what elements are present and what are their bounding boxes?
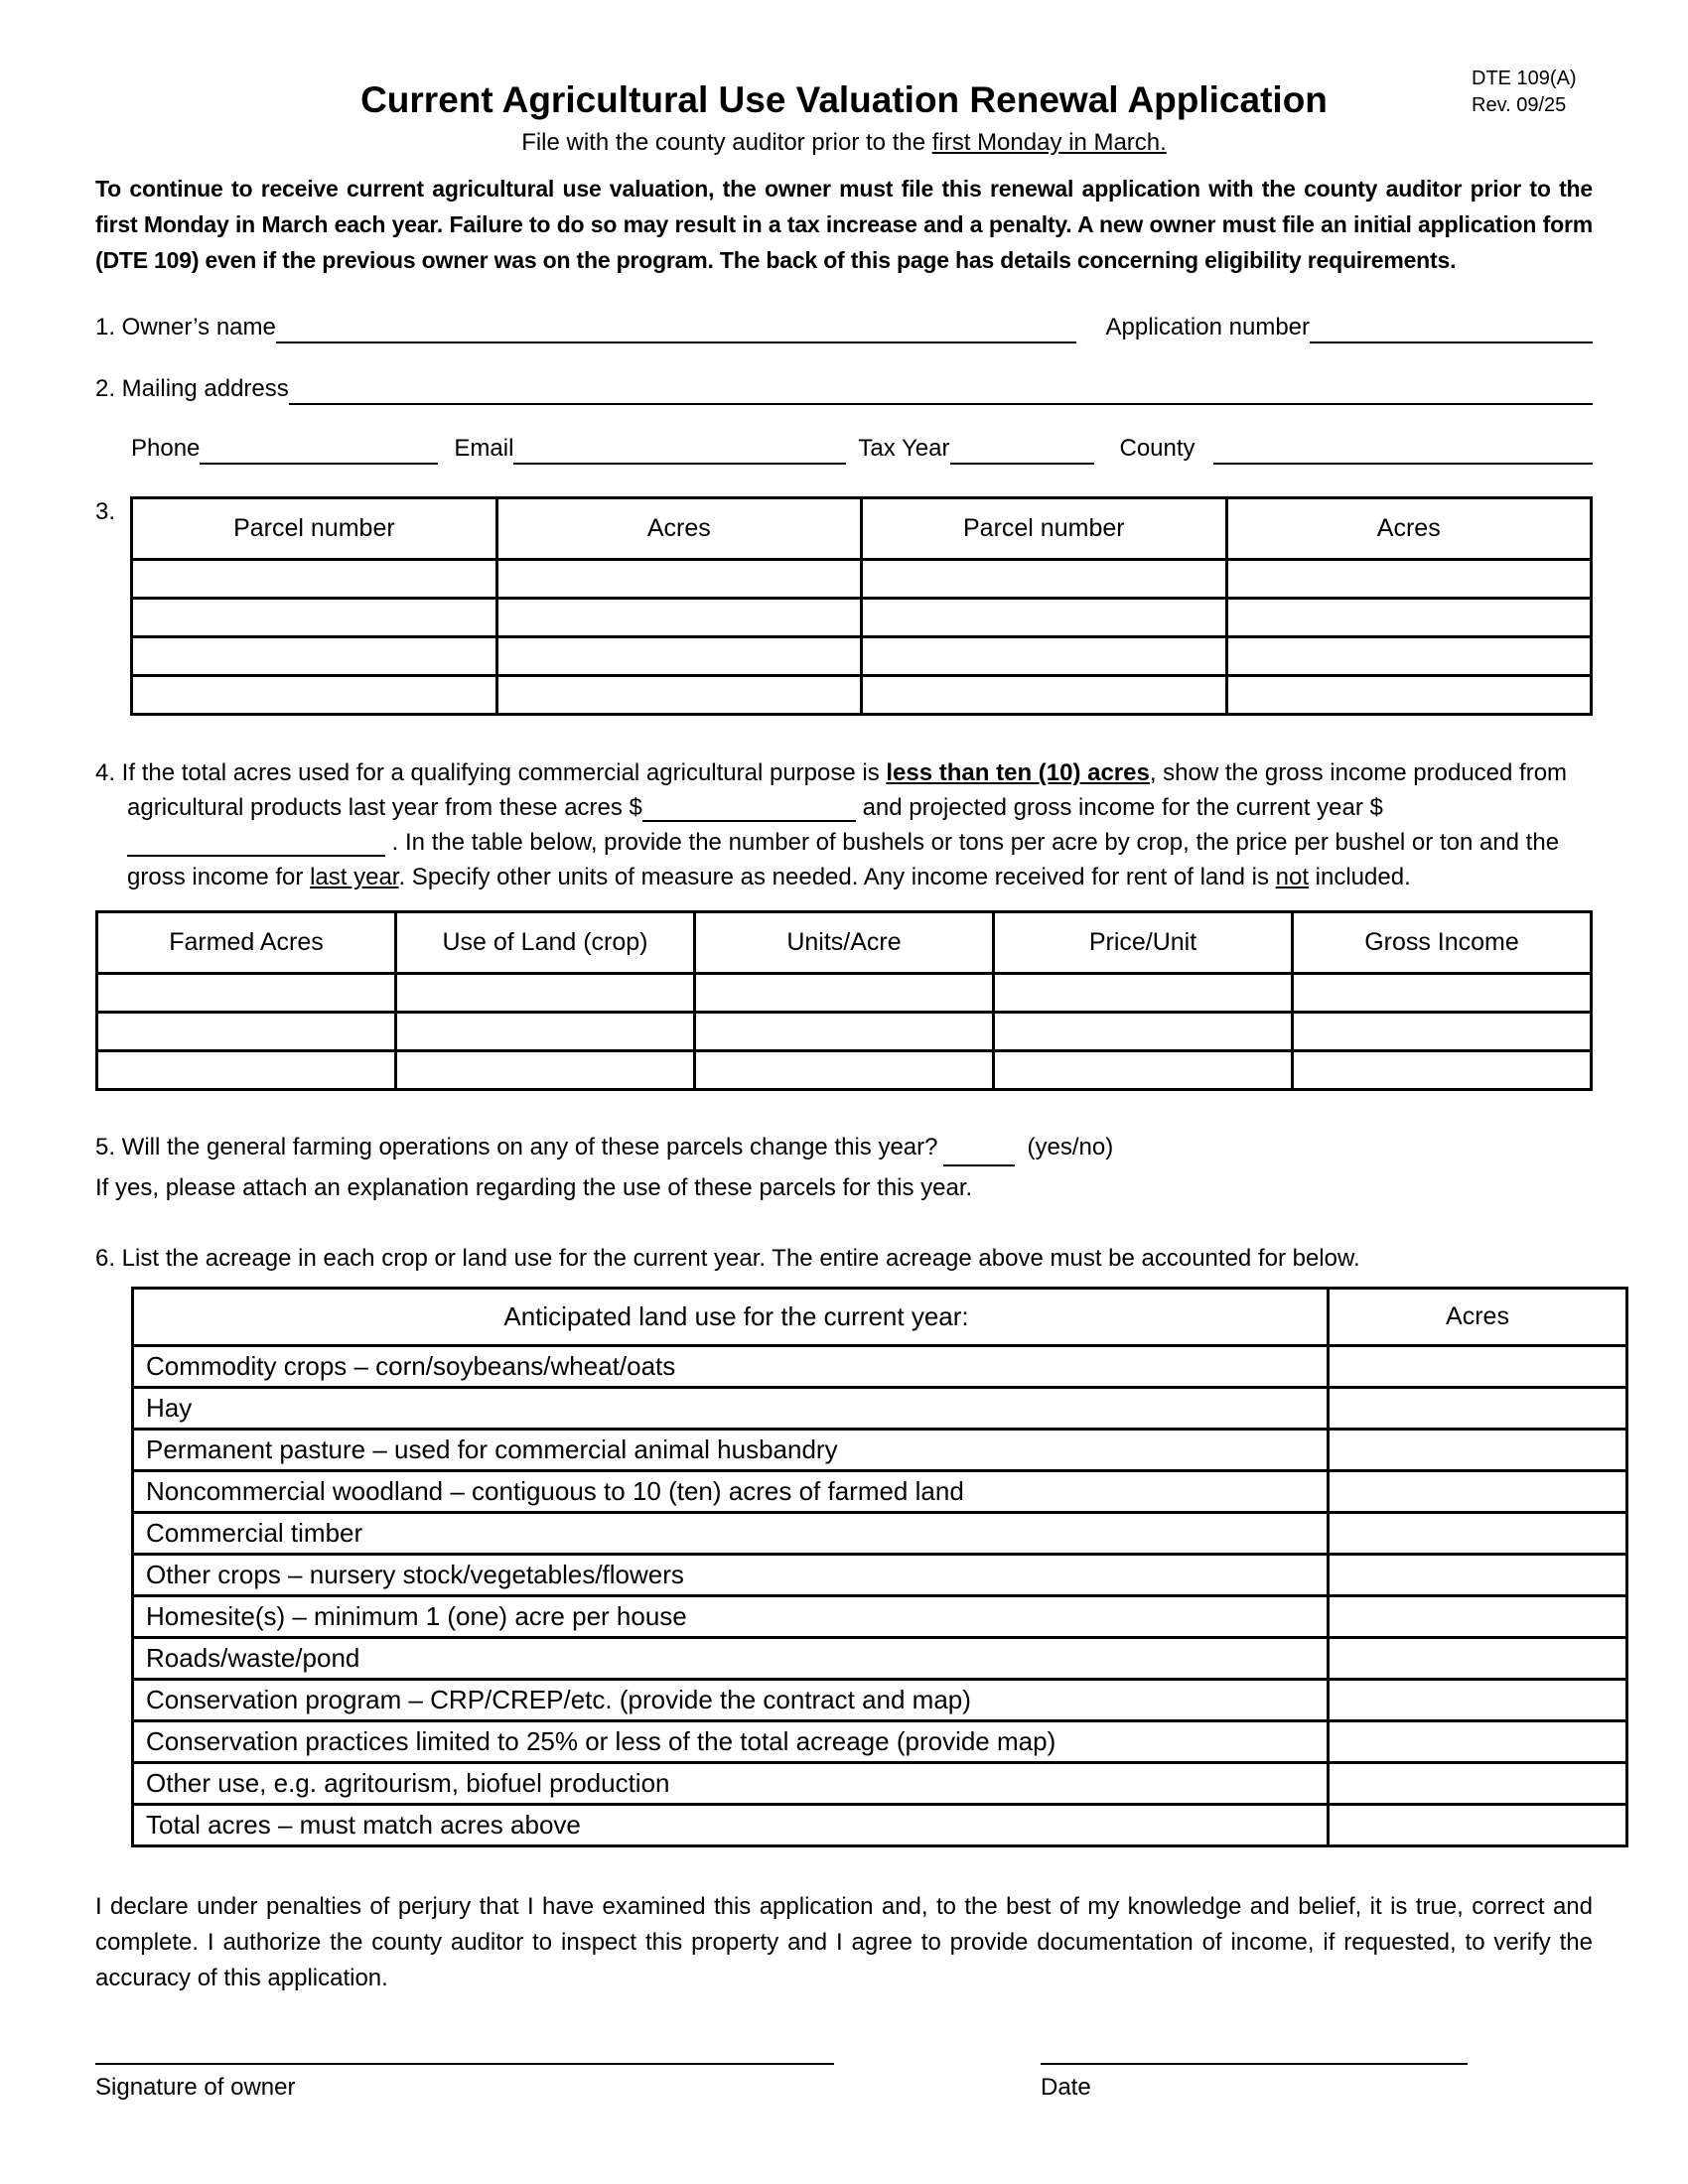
land-use-label: Total acres – must match acres above bbox=[133, 1805, 1329, 1846]
form-number-block bbox=[1472, 66, 1577, 119]
item4-paragraph bbox=[95, 755, 1593, 894]
acres-input-cell[interactable] bbox=[1329, 1763, 1627, 1805]
use-of-land-cell[interactable] bbox=[396, 1051, 695, 1090]
farmed-acres-cell[interactable] bbox=[97, 974, 396, 1013]
parcel-number-cell[interactable] bbox=[862, 560, 1226, 599]
acres-input-cell[interactable] bbox=[1329, 1555, 1627, 1596]
acres-input-cell[interactable] bbox=[1329, 1596, 1627, 1638]
parcel-table bbox=[130, 496, 1593, 716]
land-use-label: Permanent pasture – used for commercial animal husbandry bbox=[133, 1430, 1329, 1471]
land-use-row bbox=[133, 1596, 1627, 1638]
land-use-row bbox=[133, 1721, 1627, 1763]
projected-gross-income-input[interactable] bbox=[127, 831, 385, 857]
tax-year-input[interactable] bbox=[950, 435, 1094, 465]
acres-input-cell[interactable] bbox=[1329, 1805, 1627, 1846]
price-per-unit-cell[interactable] bbox=[994, 974, 1293, 1013]
land-use-row bbox=[133, 1763, 1627, 1805]
item5-section bbox=[95, 1131, 1593, 1205]
county-label: County bbox=[1119, 435, 1196, 462]
land-use-label: Hay bbox=[133, 1388, 1329, 1430]
application-number-label: Application number bbox=[1105, 314, 1310, 341]
acres-cell[interactable] bbox=[1226, 676, 1591, 715]
acres-cell[interactable] bbox=[496, 560, 861, 599]
subtitle-text: File with the county auditor prior to the bbox=[521, 129, 932, 156]
date-label: Date bbox=[1041, 2074, 1091, 2101]
parcel-number-cell[interactable] bbox=[862, 599, 1226, 637]
acres-input-cell[interactable] bbox=[1329, 1430, 1627, 1471]
land-use-label: Conservation practices limited to 25% or less of the total acreage (provide map) bbox=[133, 1721, 1329, 1763]
mailing-address-label: 2. Mailing address bbox=[95, 375, 289, 402]
phone-input[interactable] bbox=[200, 435, 438, 465]
form-title: Current Agricultural Use Valuation Renewal Application bbox=[360, 79, 1328, 120]
item4-text-seg7: . Specify other units of measure as needed. Any income received for rent of land is bbox=[398, 864, 1276, 890]
acres-input-cell[interactable] bbox=[1329, 1680, 1627, 1721]
land-use-row bbox=[133, 1388, 1627, 1430]
parcel-row bbox=[132, 560, 1592, 599]
land-use-label: Other use, e.g. agritourism, biofuel production bbox=[133, 1763, 1329, 1805]
land-use-row bbox=[133, 1430, 1627, 1471]
gross-income-last-year-input[interactable] bbox=[642, 796, 856, 822]
price-per-unit-cell[interactable] bbox=[994, 1013, 1293, 1051]
signature-input[interactable] bbox=[95, 2062, 834, 2065]
land-use-row bbox=[133, 1555, 1627, 1596]
parcel-row bbox=[132, 637, 1592, 676]
signature-label: Signature of owner bbox=[95, 2074, 296, 2101]
land-use-row bbox=[133, 1513, 1627, 1555]
gross-income-header: Gross Income bbox=[1293, 912, 1592, 974]
acres-header: Acres bbox=[496, 498, 861, 560]
land-use-label: Homesite(s) – minimum 1 (one) acre per house bbox=[133, 1596, 1329, 1638]
change-yes-no-input[interactable] bbox=[943, 1131, 1015, 1166]
crop-row bbox=[97, 974, 1592, 1013]
acres-cell[interactable] bbox=[1226, 560, 1591, 599]
form-subtitle bbox=[95, 129, 1593, 157]
owner-name-input[interactable] bbox=[276, 314, 1076, 343]
item6-intro-text: 6. List the acreage in each crop or land use for the current year. The entire acreage above must be accounted for below. bbox=[95, 1245, 1360, 1272]
acres-input-cell[interactable] bbox=[1329, 1471, 1627, 1513]
phone-label: Phone bbox=[131, 435, 201, 462]
use-of-land-header: Use of Land (crop) bbox=[396, 912, 695, 974]
parcel-row bbox=[132, 676, 1592, 715]
crop-row bbox=[97, 1013, 1592, 1051]
land-use-label: Commercial timber bbox=[133, 1513, 1329, 1555]
acres-input-cell[interactable] bbox=[1329, 1388, 1627, 1430]
use-of-land-cell[interactable] bbox=[396, 1013, 695, 1051]
land-use-row bbox=[133, 1346, 1627, 1388]
item4-less-than-ten-acres-text: less than ten (10) acres bbox=[886, 759, 1150, 786]
units-per-acre-cell[interactable] bbox=[695, 974, 994, 1013]
use-of-land-cell[interactable] bbox=[396, 974, 695, 1013]
crop-table-header-row bbox=[97, 912, 1592, 974]
farmed-acres-cell[interactable] bbox=[97, 1013, 396, 1051]
price-per-unit-cell[interactable] bbox=[994, 1051, 1293, 1090]
application-number-input[interactable] bbox=[1310, 314, 1593, 343]
price-per-unit-header: Price/Unit bbox=[994, 912, 1293, 974]
item4-last-year-text: last year bbox=[310, 864, 399, 890]
crop-row bbox=[97, 1051, 1592, 1090]
county-input[interactable] bbox=[1213, 435, 1593, 465]
gross-income-cell[interactable] bbox=[1293, 1051, 1592, 1090]
date-block bbox=[1041, 2062, 1468, 2102]
form-number: DTE 109(A) bbox=[1472, 68, 1577, 89]
parcel-number-cell[interactable] bbox=[132, 599, 496, 637]
item5-question-text: 5. Will the general farming operations on any of these parcels change this year? bbox=[95, 1134, 938, 1160]
land-use-row bbox=[133, 1471, 1627, 1513]
land-use-label: Other crops – nursery stock/vegetables/flowers bbox=[133, 1555, 1329, 1596]
land-use-row bbox=[133, 1680, 1627, 1721]
land-use-label: Roads/waste/pond bbox=[133, 1638, 1329, 1680]
form-revision: Rev. 09/25 bbox=[1472, 94, 1567, 116]
land-use-row bbox=[133, 1638, 1627, 1680]
gross-income-cell[interactable] bbox=[1293, 974, 1592, 1013]
item4-text-seg1: 4. If the total acres used for a qualifying commercial agricultural purpose is bbox=[95, 759, 887, 786]
land-use-label: Noncommercial woodland – contiguous to 10 (ten) acres of farmed land bbox=[133, 1471, 1329, 1513]
intro-paragraph: To continue to receive current agricultural use valuation, the owner must file this renewal application with the county auditor prior to the first Monday in March each year. Failure to do so may result in a tax increase and a penalty. A new owner must file an initial application form (DTE 109) even if the previous owner was on the program. The back of this page has details concerning eligibility requirements. bbox=[95, 176, 1593, 273]
parcel-table-header-row bbox=[132, 498, 1592, 560]
units-per-acre-cell[interactable] bbox=[695, 1013, 994, 1051]
land-use-label: Conservation program – CRP/CREP/etc. (provide the contract and map) bbox=[133, 1680, 1329, 1721]
land-use-table bbox=[131, 1287, 1628, 1847]
parcel-number-header: Parcel number bbox=[132, 498, 496, 560]
owner-name-label: 1. Owner’s name bbox=[95, 314, 276, 341]
date-input[interactable] bbox=[1041, 2062, 1468, 2065]
item4-text-seg4: and projected gross income for the current year $ bbox=[855, 794, 1383, 821]
item3-number: 3. bbox=[95, 498, 116, 525]
signature-section bbox=[95, 2062, 1593, 2102]
units-per-acre-header: Units/Acre bbox=[695, 912, 994, 974]
acres-cell[interactable] bbox=[496, 676, 861, 715]
acres-column-header: Acres bbox=[1329, 1289, 1627, 1346]
owner-row bbox=[95, 314, 1593, 343]
contact-row bbox=[95, 435, 1593, 465]
parcel-number-header: Parcel number bbox=[862, 498, 1226, 560]
acres-cell[interactable] bbox=[496, 599, 861, 637]
acres-cell[interactable] bbox=[496, 637, 861, 676]
mailing-address-input[interactable] bbox=[289, 375, 1593, 405]
subtitle-deadline-text: first Monday in March. bbox=[931, 129, 1167, 156]
acres-input-cell[interactable] bbox=[1329, 1346, 1627, 1388]
acres-cell[interactable] bbox=[1226, 599, 1591, 637]
parcel-row bbox=[132, 599, 1592, 637]
item4-text-seg9: included. bbox=[1309, 864, 1411, 890]
mailing-address-row bbox=[95, 375, 1593, 405]
email-input[interactable] bbox=[513, 435, 846, 465]
acres-cell[interactable] bbox=[1226, 637, 1591, 676]
land-use-header-row bbox=[133, 1289, 1627, 1346]
signature-block bbox=[95, 2062, 834, 2102]
tax-year-label: Tax Year bbox=[858, 435, 950, 462]
item5-question-row bbox=[95, 1131, 1593, 1166]
acres-input-cell[interactable] bbox=[1329, 1513, 1627, 1555]
parcel-number-cell[interactable] bbox=[132, 676, 496, 715]
item4-text-seg3: , show the gross income produced from agricultural products last year from these acres $ bbox=[127, 759, 1568, 821]
item4-not-text: not bbox=[1275, 864, 1309, 890]
farmed-acres-header: Farmed Acres bbox=[97, 912, 396, 974]
item5-followup-text: If yes, please attach an explanation regarding the use of these parcels for this year. bbox=[95, 1174, 973, 1201]
farmed-acres-cell[interactable] bbox=[97, 1051, 396, 1090]
parcel-number-cell[interactable] bbox=[132, 560, 496, 599]
acres-input-cell[interactable] bbox=[1329, 1638, 1627, 1680]
parcel-number-cell[interactable] bbox=[862, 676, 1226, 715]
crop-income-table bbox=[95, 910, 1593, 1091]
item4-text-seg5: . In the table below, provide the number of bushels or tons per acre by crop, the price per bushel or ton and the gross income for bbox=[127, 829, 1560, 890]
gross-income-cell[interactable] bbox=[1293, 1013, 1592, 1051]
parcel-number-cell[interactable] bbox=[132, 637, 496, 676]
declaration-paragraph: I declare under penalties of perjury that I have examined this application and, to the best of my knowledge and belief, it is true, correct and complete. I authorize the county auditor to inspect this property and I agree to provide documentation of income, if requested, to verify the accuracy of this application. bbox=[95, 1893, 1593, 1991]
parcel-section bbox=[95, 496, 1593, 716]
acres-header: Acres bbox=[1226, 498, 1591, 560]
parcel-number-cell[interactable] bbox=[862, 637, 1226, 676]
land-use-label: Commodity crops – corn/soybeans/wheat/oats bbox=[133, 1346, 1329, 1388]
item5-yesno-hint: (yes/no) bbox=[1027, 1134, 1114, 1160]
land-use-row bbox=[133, 1805, 1627, 1846]
units-per-acre-cell[interactable] bbox=[695, 1051, 994, 1090]
acres-input-cell[interactable] bbox=[1329, 1721, 1627, 1763]
email-label: Email bbox=[454, 435, 514, 462]
land-use-header: Anticipated land use for the current year: bbox=[133, 1289, 1329, 1346]
